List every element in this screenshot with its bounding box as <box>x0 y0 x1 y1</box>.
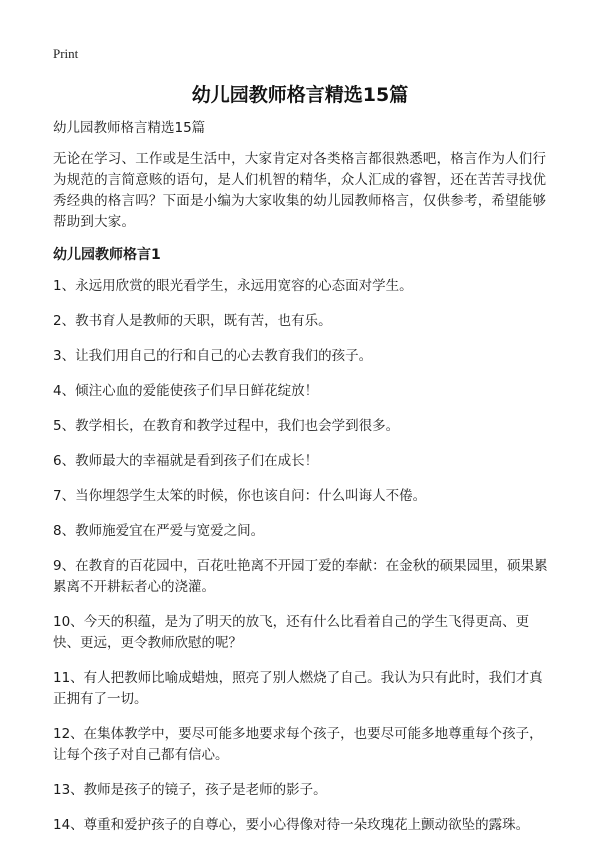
quote-item: 11、有人把教师比喻成蜡烛，照亮了别人燃烧了自己。我认为只有此时，我们才真正拥有了一切。 <box>53 670 543 707</box>
intro-paragraph: 无论在学习、工作或是生活中，大家肯定对各类格言都很熟悉吧，格言作为人们行为规范的言简意赅的语句，是人们机智的精华，众人汇成的睿智，还在苦苦寻找优秀经典的格言吗？下面是小编为大家收集的幼儿园教师格言，仅供参考，希望能够帮助到大家。 <box>53 151 547 230</box>
quote-item: 13、教师是孩子的镜子，孩子是老师的影子。 <box>53 782 327 798</box>
quote-list <box>53 276 553 836</box>
quote-item: 12、在集体教学中，要尽可能多地要求每个孩子，也要尽可能多地尊重每个孩子，让每个孩子对自己都有信心。 <box>53 726 543 763</box>
quote-item: 2、教书育人是教师的天职，既有苦，也有乐。 <box>53 313 332 329</box>
document-body <box>53 118 553 850</box>
quote-item: 7、当你埋怨学生太笨的时候，你也该自问：什么叫诲人不倦。 <box>53 488 427 504</box>
subtitle: 幼儿园教师格言精选15篇 <box>53 120 206 136</box>
quote-item: 8、教师施爱宜在严爱与宽爱之间。 <box>53 523 265 539</box>
quote-item: 5、教学相长，在教育和教学过程中，我们也会学到很多。 <box>53 418 400 434</box>
quote-item: 4、倾注心血的爱能使孩子们早日鲜花绽放！ <box>53 383 319 399</box>
print-link[interactable]: Print <box>53 46 79 61</box>
section-heading: 幼儿园教师格言1 <box>53 247 161 263</box>
page-title: 幼儿园教师格言精选15篇 <box>191 84 409 106</box>
quote-item: 6、教师最大的幸福就是看到孩子们在成长！ <box>53 453 319 469</box>
quote-item: 14、尊重和爱护孩子的自尊心，要小心得像对待一朵玫瑰花上颤动欲坠的露珠。 <box>53 817 530 833</box>
quote-item: 9、在教育的百花园中，百花吐艳离不开园丁爱的奉献：在金秋的硕果园里，硕果累累离不开耕耘者心的浇灌。 <box>53 558 548 595</box>
quote-item: 10、今天的积蕴，是为了明天的放飞，还有什么比看着自己的学生飞得更高、更快、更远，更令教师欣慰的呢？ <box>53 614 530 651</box>
quote-item: 1、永远用欣赏的眼光看学生，永远用宽容的心态面对学生。 <box>53 278 413 294</box>
quote-item: 3、让我们用自己的行和自己的心去教育我们的孩子。 <box>53 348 373 364</box>
